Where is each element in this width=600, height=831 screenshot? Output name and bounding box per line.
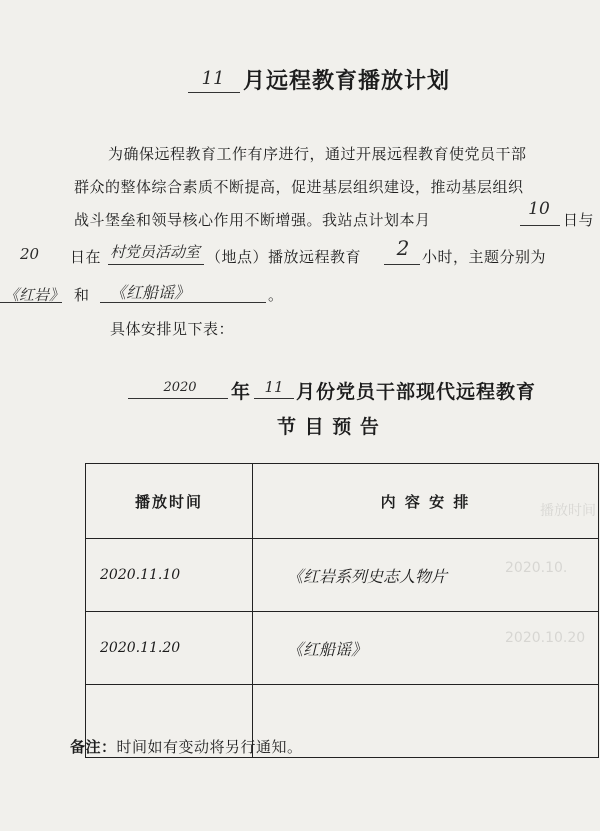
table-row xyxy=(86,612,599,685)
schedule-month-value: 11 xyxy=(264,378,284,396)
arrangement-intro: 具体安排见下表： xyxy=(110,320,235,338)
topic-2-value: 《红船谣》 xyxy=(110,283,191,302)
schedule-year-underline xyxy=(128,398,228,399)
header-content: 内 容 安 排 xyxy=(253,464,599,539)
note-label: 备注： xyxy=(70,738,117,756)
hours-suffix: 小时，主题分别为 xyxy=(422,248,547,266)
schedule-month-underline xyxy=(254,398,294,399)
schedule-year-value: 2020 xyxy=(163,380,197,395)
show-through-text: 2020.10.20 xyxy=(505,630,586,646)
table-row xyxy=(86,539,599,612)
row-content xyxy=(253,685,599,758)
paragraph-line-2: 群众的整体综合素质不断提高，促进基层组织建设，推动基层组织 xyxy=(74,178,524,196)
topic-2-underline xyxy=(100,302,266,303)
location-underline xyxy=(108,264,204,265)
note xyxy=(70,736,303,757)
hours-value: 2 xyxy=(396,236,410,260)
location-label: （地点）播放远程教育 xyxy=(206,248,362,266)
row-content: 《红船谣》 xyxy=(253,612,599,685)
paragraph-line-3: 战斗堡垒和领导核心作用不断增强。我站点计划本月 xyxy=(74,211,431,229)
note-text: 时间如有变动将另行通知。 xyxy=(116,738,303,756)
and-label: 和 xyxy=(74,286,90,304)
show-through-text: 播放时间 xyxy=(540,503,596,519)
start-day-value: 10 xyxy=(528,199,550,219)
schedule-subtitle: 节 目 预 告 xyxy=(277,416,380,438)
period: 。 xyxy=(268,286,284,304)
schedule-title: 月份党员干部现代远程教育 xyxy=(296,381,537,403)
schedule-table xyxy=(85,463,599,758)
title-month-underline xyxy=(188,92,240,93)
row-time: 2020.11.10 xyxy=(86,539,253,612)
topic-1-underline xyxy=(0,302,62,303)
page-title: 月远程教育播放计划 xyxy=(243,69,451,94)
paragraph-line-3-suffix: 日与 xyxy=(563,211,595,229)
row-time: 2020.11.20 xyxy=(86,612,253,685)
row-content: 《红岩系列史志人物片 xyxy=(253,539,599,612)
hours-underline xyxy=(384,264,420,265)
header-time: 播放时间 xyxy=(86,464,253,539)
paragraph-line-1: 为确保远程教育工作有序进行，通过开展远程教育使党员干部 xyxy=(108,145,527,163)
topic-1-value: 《红岩》 xyxy=(4,286,65,304)
table-header-row xyxy=(86,464,599,539)
schedule-year-label: 年 xyxy=(231,381,252,403)
show-through-text: 2020.10. xyxy=(505,560,568,576)
location-value: 村党员活动室 xyxy=(110,243,201,261)
title-month-value: 11 xyxy=(201,68,225,89)
day-label: 日在 xyxy=(70,248,102,266)
start-day-underline xyxy=(520,225,560,226)
end-day-value: 20 xyxy=(20,245,40,263)
